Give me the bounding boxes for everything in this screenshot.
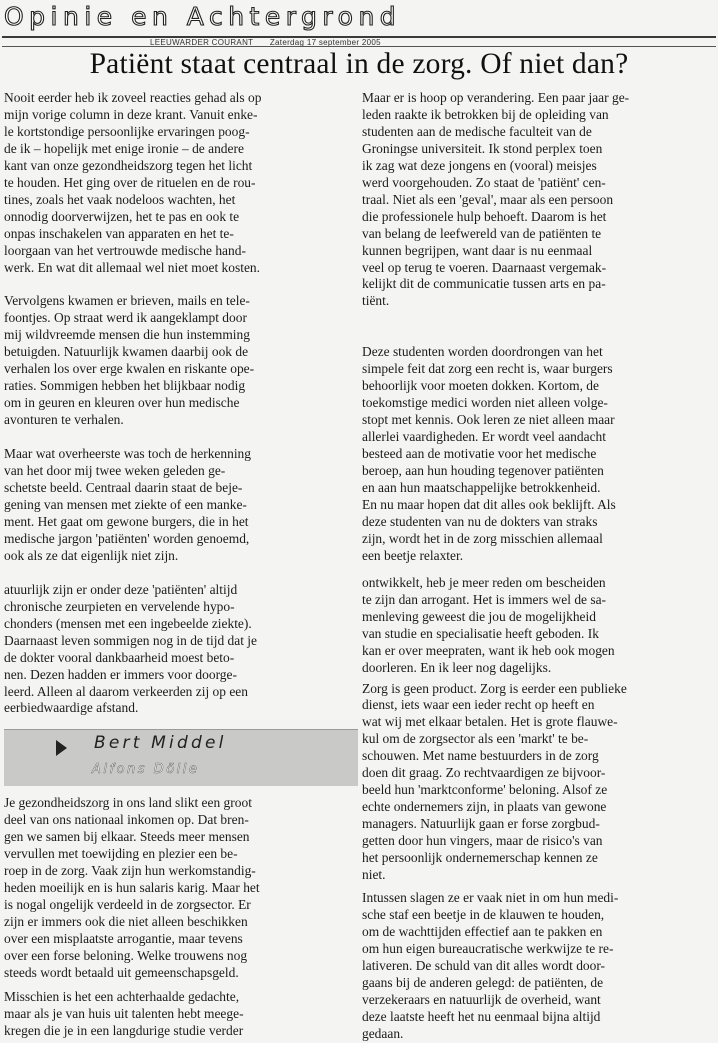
paragraph: Deze studenten worden doordrongen van het simpele feit dat zorg een recht is, waar burgers behoorlijk voor moeten dokken. Kortom, de toekomstige medici worden niet alleen volge- stopt met kennis. Ook leren ze niet alleen maar allerlei vaardigheden. Er wordt veel aandacht besteed aan de motivatie voor het medische beroep, aan hun houding tegenover patiënten en aan hun maatschappelijke betrokkenheid. En nu maar hopen dat dit alles ook beklijft. Als deze studenten van nu de dokters van straks zijn, wordt het in de zorg misschien allemaal een beetje relaxter. [362,344,616,563]
newspaper-name: LEEUWARDER COURANT [150,38,254,47]
illustrator-credit: Alfons Dölle [92,762,200,778]
paragraph: Zorg is geen product. Zorg is eerder een publieke dienst, iets waar een ieder recht op heeft en wat wij met elkaar betalen. Het is grote flauwe- kul om de zorgsector als een 'markt' te be- schouwen. Met name bestuurders in de zorg doen dit graag. Zo rechtvaardigen ze bijvoor- beeld hun 'marktconforme' beloning. Alsof ze echte ondernemers zijn, in plaats van gewone managers. Natuurlijk gaan er forse zorgbud- getten door hun vingers, maar de risico's van het persoonlijk ondernemerschap kennen ze niet. [362,680,627,882]
paragraph: Nooit eerder heb ik zoveel reacties gehad als op mijn vorige column in deze krant. Vanuit enke- le kortstondige persoonlijke ervaringen poog- de ik – hopelijk met enige ironie – de andere kant van onze gezondheidszorg tegen het licht te houden. Het ging over de rituelen en de rou- tines, zoals het vaak nodeloos wachten, het onnodig doorverwijzen, het te pas en ook te onpas inschakelen van apparaten en het te- loorgaan van het vertrouwde medische hand- werk. En wat dit allemaal wel niet moet kosten. [4,90,262,275]
paragraph: Intussen slagen ze er vaak niet in om hun medi- sche staf een beetje in de klauwen te houden, om de wachttijden effectief aan te pakken en om hun eigen bureaucratische werkwijze te re- lativeren. De schuld van dit alles wordt door- gaans bij de anderen gelegd: de patiënten, de verzekeraars en natuurlijk de overheid, want deze laatste heeft het nu eenmaal bijna altijd gedaan. [362,889,619,1041]
section-header [2,0,716,38]
arrow-icon [56,740,67,756]
paragraph: atuurlijk zijn er onder deze 'patiënten' altijd chronische zeurpieten en vervelende hypo- chonders (mensen met een ingebeelde ziekte). Daarnaast leven sommigen nog in de tijd dat je de dokter vooral dankbaarheid moest beto- nen. Dezen hadden er immers voor doorge- leerd. Alleen al daarom verkeerden zij op een eerbiedwaardige afstand. [4,581,258,716]
paragraph: Misschien is het een achterhaalde gedachte, maar als je van huis uit talenten hebt meege- kregen die je in een langdurige studie verder [4,988,244,1038]
article-headline: Patiënt staat centraal in de zorg. Of niet dan? [89,48,629,80]
paragraph: Maar er is hoop op verandering. Een paar jaar ge- leden raakte ik betrokken bij de opleiding van studenten aan de medische faculteit van de Groningse universiteit. Ik stond perplex toen ik zag wat deze jongens en (vooral) meisjes werd voorgehouden. Zo staat de 'patiënt' cen- traal. Niet als een 'geval', maar als een persoon die professionele hulp behoeft. Daarom is het van belang de leefwereld van de patiënten te kunnen begrijpen, want daar is nu eenmaal veel op terug te voeren. Daarnaast vergemak- kelijkt dit de communicatie tussen arts en pa- tiënt. [362,90,630,309]
column-left [4,90,358,1038]
section-title: Opinie en Achtergrond [4,2,402,31]
issue-date: Zaterdag 17 september 2005 [269,38,381,47]
header-rule [2,46,716,47]
column-right [362,90,716,1041]
paragraph: ontwikkelt, heb je meer reden om bescheiden te zijn dan arrogant. Het is immers wel de sa- menleving geweest die jou de mogelijkheid van studie en specialisatie heeft geboden. Ik kan er over meepraten, want ik heb ook mogen doorleren. En ik leer nog dagelijks. [362,574,615,675]
paragraph: Maar wat overheerste was toch de herkenning van het door mij twee weken geleden ge- schetste beeld. Centraal daarin staat de beje- gening van mensen met ziekte of een manke- ment. Het gaat om gewone burgers, die in het medische jargon 'patiënten' worden genoemd, ook als ze dat eigenlijk niet zijn. [4,446,251,563]
paragraph: Je gezondheidszorg in ons land slikt een groot deel van ons nationaal inkomen op. Dat bren- gen we samen bij elkaar. Steeds meer mensen vervullen met toewijding en plezier een be- roep in de zorg. Vaak zijn hun werkomstandig- heden moeilijk en is hun salaris karig. Maar het is nogal ongelijk verdeeld in de zorgsector. Er zijn er immers ook die niet alleen beschikken over een misplaatste arrogantie, maar tevens over een forse beloning. Welke trouwens nog steeds wordt betaald uit gemeenschapsgeld. [4,795,260,980]
paragraph: Vervolgens kwamen er brieven, mails en tele- foontjes. Op straat werd ik aangeklampt door mij wildvreemde mensen die hun instemming betuigden. Natuurlijk kwamen daarbij ook de verhalen los over erge kwalen en riskante ope- raties. Sommigen hebben het blijkbaar nodig om in geuren en kleuren over hun medische avonturen te verhalen. [4,293,255,428]
byline-box [4,729,358,786]
author-name: Bert Middel [94,733,227,754]
